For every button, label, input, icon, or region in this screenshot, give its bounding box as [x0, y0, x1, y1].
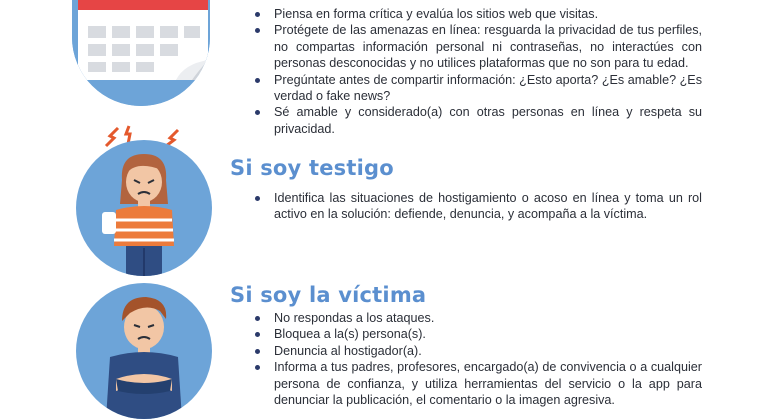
victim-illustration — [76, 283, 212, 419]
list-item: Sé amable y considerado(a) con otras personas en línea y respeta su privacidad. — [252, 104, 702, 137]
intro-section — [252, 6, 702, 137]
list-item: Piensa en forma crítica y evalúa los sitios web que visitas. — [252, 6, 702, 22]
list-item: Pregúntate antes de compartir información: ¿Esto aporta? ¿Es amable? ¿Es verdad o fake news? — [252, 72, 702, 105]
list-item: Bloquea a la(s) persona(s). — [252, 326, 702, 342]
girl-avatar-icon — [76, 140, 212, 276]
list-item: Identifica las situaciones de hostigamiento o acoso en línea y toma un rol activo en la solución: defiende, denuncia, y acompaña a la víctima. — [252, 190, 702, 223]
witness-section — [252, 190, 702, 223]
boy-avatar-icon — [76, 283, 212, 419]
victim-heading: Si soy la víctima — [230, 283, 427, 307]
intro-list — [252, 6, 702, 137]
list-item: No respondas a los ataques. — [252, 310, 702, 326]
list-item: Denuncia al hostigador(a). — [252, 343, 702, 359]
witness-heading: Si soy testigo — [230, 156, 394, 180]
calendar-illustration — [72, 0, 210, 106]
list-item: Informa a tus padres, profesores, encargado(a) de convivencia o a cualquier persona de confianza, y utiliza herramientas del servicio o la app para denunciar la publicación, el comentario o la imagen agresiva. — [252, 359, 702, 408]
witness-list — [252, 190, 702, 223]
victim-section — [252, 310, 702, 408]
witness-illustration — [76, 140, 212, 276]
calendar-icon — [72, 0, 210, 106]
list-item: Protégete de las amenazas en línea: resguarda la privacidad de tus perfiles, no compartas información personal ni contraseñas, no interactúes con personas desconocidas y no utilices plataformas que no son para tu edad. — [252, 22, 702, 71]
victim-list — [252, 310, 702, 408]
